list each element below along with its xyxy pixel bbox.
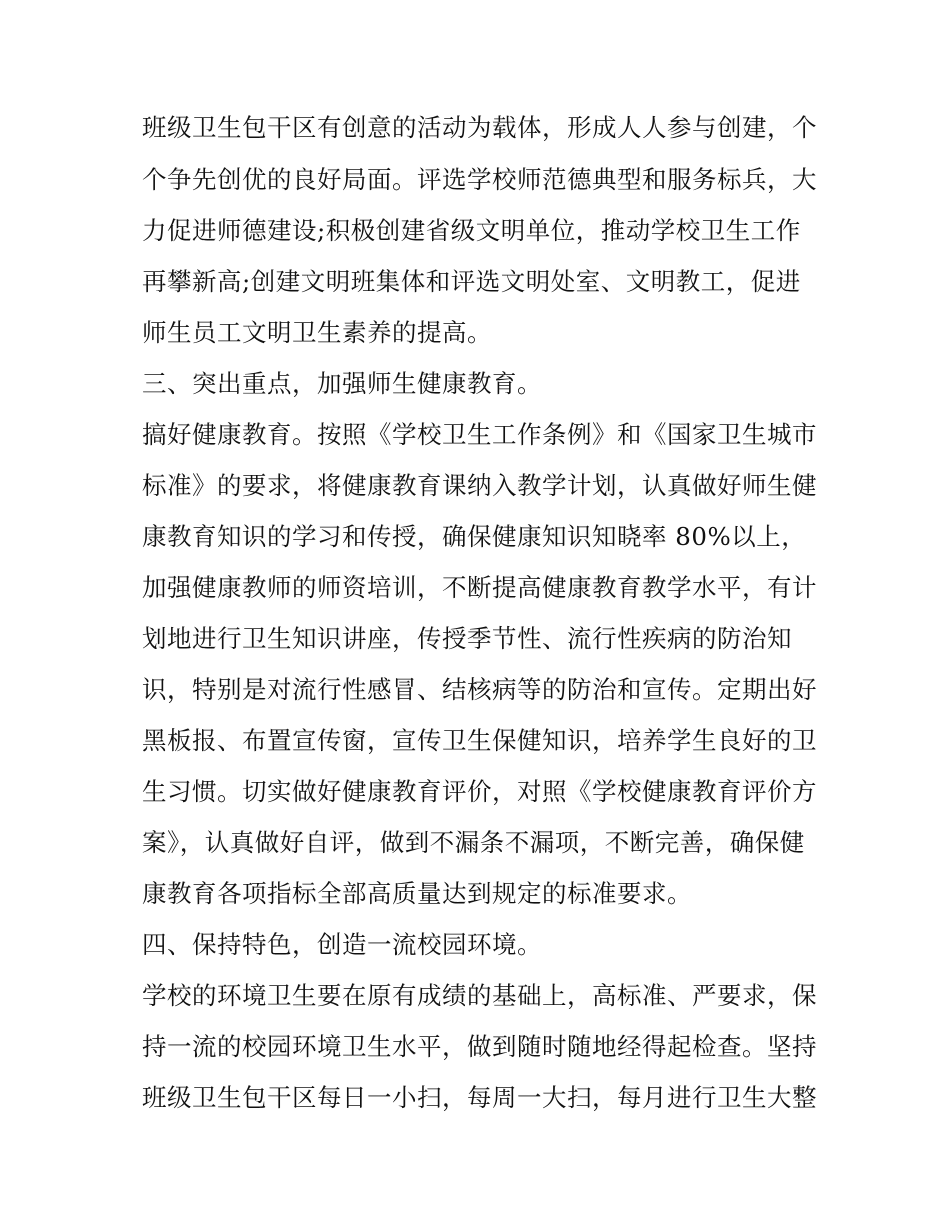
text-line: 生习惯。切实做好健康教育评价，对照《学校健康教育评价方 [142,777,817,806]
text-line: 加强健康教师的师资培训，不断提高健康教育教学水平，有计 [142,573,817,602]
text-line: 力促进师德建设;积极创建省级文明单位，推动学校卫生工作 [142,216,801,245]
text-line: 黑板报、布置宣传窗，宣传卫生保健知识，培养学生良好的卫 [142,726,817,755]
text-line: 搞好健康教育。按照《学校卫生工作条例》和《国家卫生城市 [142,420,817,449]
text-line: 班级卫生包干区有创意的活动为载体，形成人人参与创建，个 [142,113,817,142]
text-line: 案》，认真做好自评，做到不漏条不漏项，不断完善，确保健 [142,828,805,857]
text-line: 标准》的要求，将健康教育课纳入教学计划，认真做好师生健 [142,471,817,500]
text-line: 划地进行卫生知识讲座，传授季节性、流行性疾病的防治知 [142,624,792,653]
text-line: 班级卫生包干区每日一小扫，每周一大扫，每月进行卫生大整 [142,1083,817,1112]
text-line: 康教育各项指标全部高质量达到规定的标准要求。 [142,879,692,908]
text-line: 康教育知识的学习和传授，确保健康知识知晓率 80%以上， [142,522,807,551]
text-line: 师生员工文明卫生素养的提高。 [142,318,492,347]
text-line: 识，特别是对流行性感冒、结核病等的防治和宣传。定期出好 [142,675,817,704]
text-line: 学校的环境卫生要在原有成绩的基础上，高标准、严要求，保 [142,981,817,1010]
text-line: 再攀新高;创建文明班集体和评选文明处室、文明教工，促进 [142,267,801,296]
section-heading: 三、突出重点，加强师生健康教育。 [142,369,542,398]
text-line: 持一流的校园环境卫生水平，做到随时随地经得起检查。坚持 [142,1032,817,1061]
section-heading: 四、保持特色，创造一流校园环境。 [142,930,542,959]
text-line: 个争先创优的良好局面。评选学校师范德典型和服务标兵，大 [142,165,817,194]
